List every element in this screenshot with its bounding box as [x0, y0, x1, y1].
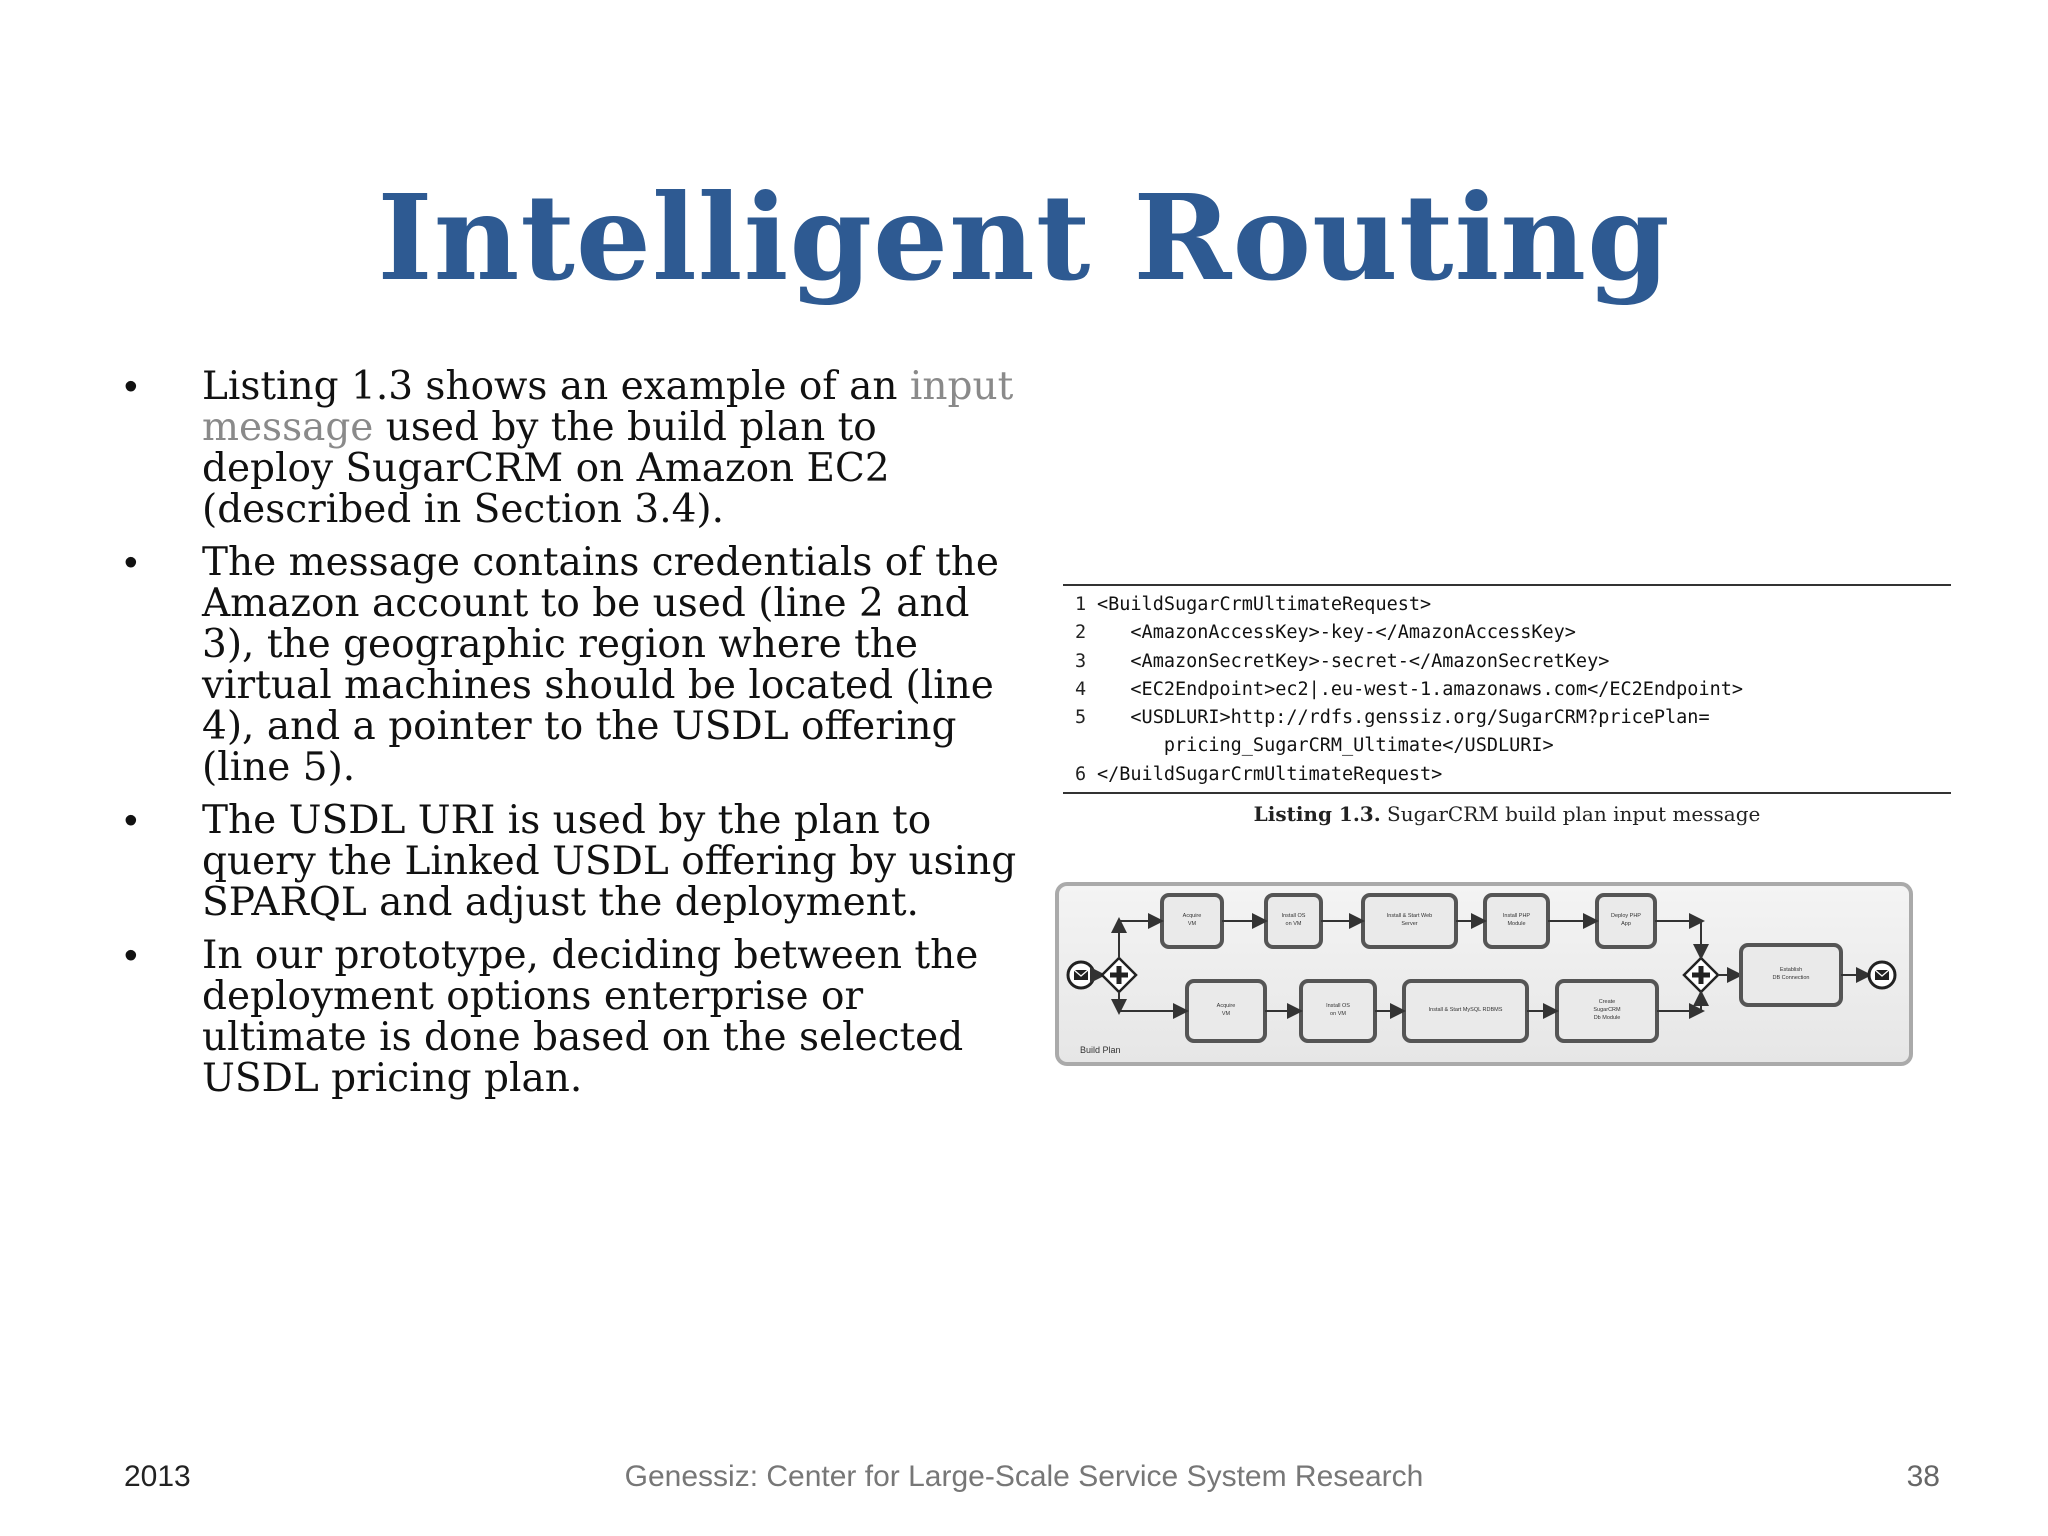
page-number: 38 — [1906, 1460, 1940, 1493]
code-line — [1075, 732, 1951, 760]
line-number: 2 — [1075, 622, 1087, 644]
task-label: Db Module — [1593, 1015, 1621, 1021]
bullet-list — [118, 366, 1018, 1111]
code-text: </BuildSugarCrmUltimateRequest> — [1097, 763, 1443, 785]
gateway-plus-icon — [1692, 973, 1710, 978]
task-label: Install & Start MySQL RDBMS — [1428, 1007, 1503, 1013]
task-label: Establish — [1779, 967, 1803, 973]
code-line — [1075, 648, 1951, 676]
code-text: <AmazonAccessKey>-key-</AmazonAccessKey> — [1097, 622, 1576, 644]
code-line — [1075, 761, 1951, 789]
listing-caption — [1063, 794, 1951, 826]
line-number: 1 — [1075, 594, 1087, 615]
bullet-item — [118, 542, 1018, 788]
code-listing — [1063, 574, 1951, 826]
task-label: Acquire — [1216, 1003, 1236, 1009]
bullet-item — [118, 800, 1018, 923]
code-line — [1075, 704, 1951, 732]
code-text: <BuildSugarCrmUltimateRequest> — [1097, 594, 1432, 615]
bullet-text: In our prototype, deciding between the deployment options enterprise or ultimate is done based on the selected USDL pricing plan. — [202, 933, 979, 1101]
code-text: <AmazonSecretKey>-secret-</AmazonSecretKey> — [1097, 650, 1610, 672]
task-label: App — [1621, 921, 1631, 927]
line-number: 5 — [1075, 707, 1087, 729]
task-label: Module — [1507, 921, 1526, 927]
code-text: <EC2Endpoint>ec2|.eu-west-1.amazonaws.com</EC2Endpoint> — [1097, 678, 1744, 700]
bullet-item — [118, 935, 1018, 1099]
slide-title: Intelligent Routing — [377, 168, 1671, 307]
task-label: Install OS — [1281, 913, 1306, 919]
line-number: 3 — [1075, 650, 1087, 672]
bullet-highlight: input message — [202, 364, 1014, 450]
bullet-text: The message contains credentials of the Amazon account to be used (line 2 and 3), the geographic region where the virtual machines should be located (line 4), and a pointer to the USDL offering (line 5). — [202, 540, 999, 790]
task-label: Install PHP — [1502, 913, 1531, 919]
footer-year: 2013 — [124, 1460, 191, 1493]
task-label: SugarCRM — [1593, 1007, 1621, 1013]
task-label: Deploy PHP — [1611, 913, 1641, 919]
task-label: Install & Start Web — [1386, 913, 1433, 919]
caption-text: SugarCRM build plan input message — [1380, 802, 1761, 827]
bullet-marker: • — [124, 799, 138, 842]
code-line — [1075, 591, 1951, 619]
code-text: <USDLURI>http://rdfs.genssiz.org/SugarCRM?pricePlan= — [1097, 707, 1710, 729]
gateway-plus-icon — [1110, 973, 1128, 978]
task-label: on VM — [1285, 921, 1302, 927]
caption-label: Listing 1.3. — [1253, 802, 1381, 827]
code-block — [1063, 586, 1951, 792]
task-label: Server — [1401, 921, 1418, 927]
bullet-text: Listing 1.3 shows an example of an — [202, 364, 910, 409]
code-line — [1075, 619, 1951, 647]
code-line — [1075, 676, 1951, 704]
code-text: pricing_SugarCRM_Ultimate</USDLURI> — [1097, 735, 1554, 757]
task-label: VM — [1187, 921, 1197, 927]
task-label: DB Connection — [1772, 975, 1810, 981]
task-label: Install OS — [1326, 1003, 1350, 1009]
bullet-marker: • — [124, 365, 138, 408]
line-number: 4 — [1075, 678, 1087, 700]
bullet-item — [118, 366, 1018, 530]
task-label: VM — [1221, 1011, 1231, 1017]
cropped-heading — [1063, 574, 1951, 584]
bullet-marker: • — [124, 541, 138, 584]
line-number: 6 — [1075, 763, 1087, 785]
pool-label: Build Plan — [1080, 1045, 1121, 1055]
footer-org: Genessiz: Center for Large-Scale Service System Research — [624, 1460, 1424, 1493]
bullet-text: used by the build plan to deploy SugarCRM on Amazon EC2 (described in Section 3.4). — [202, 405, 890, 532]
bpmn-build-plan-diagram — [1054, 881, 1914, 1067]
task-label: Create — [1598, 999, 1616, 1005]
bullet-text: The USDL URI is used by the plan to query the Linked USDL offering by using SPARQL and adjust the deployment. — [202, 798, 1017, 925]
task-label: on VM — [1330, 1011, 1346, 1017]
task-label: Acquire — [1182, 913, 1202, 919]
bullet-marker: • — [124, 934, 138, 977]
